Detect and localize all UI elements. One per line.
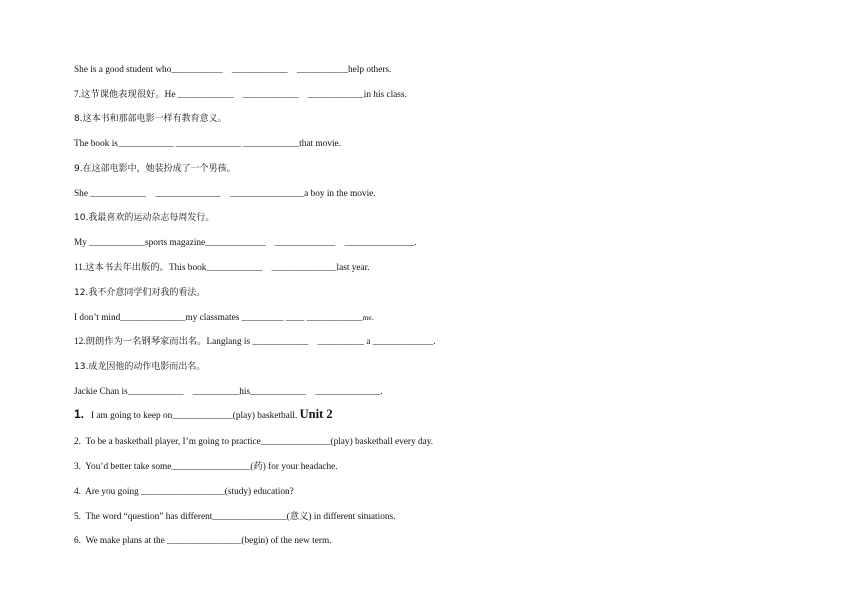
sentence-line: 12.朗朗作为一名钢琴家而出名。Langlang is ____________ __________ a _____________. — [74, 337, 436, 347]
sentence-line: The book is____________ ______________ ____________that movie. — [74, 139, 342, 149]
sentence-line: 7.这节课他表现很好。He ____________ ____________ ____________in his class. — [74, 90, 407, 100]
sentence-line: 9.在这部电影中，她装扮成了一个男孩。 — [74, 164, 236, 174]
sentence-line: She ____________ ______________ ________________a boy in the movie. — [74, 189, 376, 199]
sentence-line: 12.我不介意同学们对我的看法。 — [74, 288, 206, 298]
unit-2-first-line: 1. I am going to keep on_____________(play) basketball. Unit 2 — [74, 407, 333, 421]
sentence-line: 4. Are you going __________________(study) education? — [74, 487, 294, 497]
sentence-line: 2. To be a basketball player, I’m going to practice_______________(play) basketball every day. — [74, 437, 434, 447]
sentence-line: I don’t mind______________my classmates _________ ____ ____________me. — [74, 313, 374, 323]
sentence-line: Jackie Chan is____________ __________his____________ ______________. — [74, 387, 383, 397]
sentence-line: My ____________sports magazine_____________ _____________ _______________. — [74, 238, 417, 248]
sentence-line: 5. The word “question” has different________________(意义) in different situations. — [74, 512, 396, 522]
sentence-line: She is a good student who___________ ____________ ___________help others. — [74, 65, 392, 75]
sentence-line: 3. You’d better take some_________________(药) for your headache. — [74, 462, 338, 472]
sentence-line: 6. We make plans at the ________________(begin) of the new term. — [74, 536, 332, 546]
sentence-line: 8.这本书和那部电影一样有教育意义。 — [74, 114, 227, 124]
sentence-line: 13.成龙因他的动作电影而出名。 — [74, 362, 206, 372]
sentence-line: 10.我最喜欢的运动杂志每周发行。 — [74, 213, 215, 223]
sentence-line: 11.这本书去年出版的。This book____________ ______________last year. — [74, 263, 370, 273]
